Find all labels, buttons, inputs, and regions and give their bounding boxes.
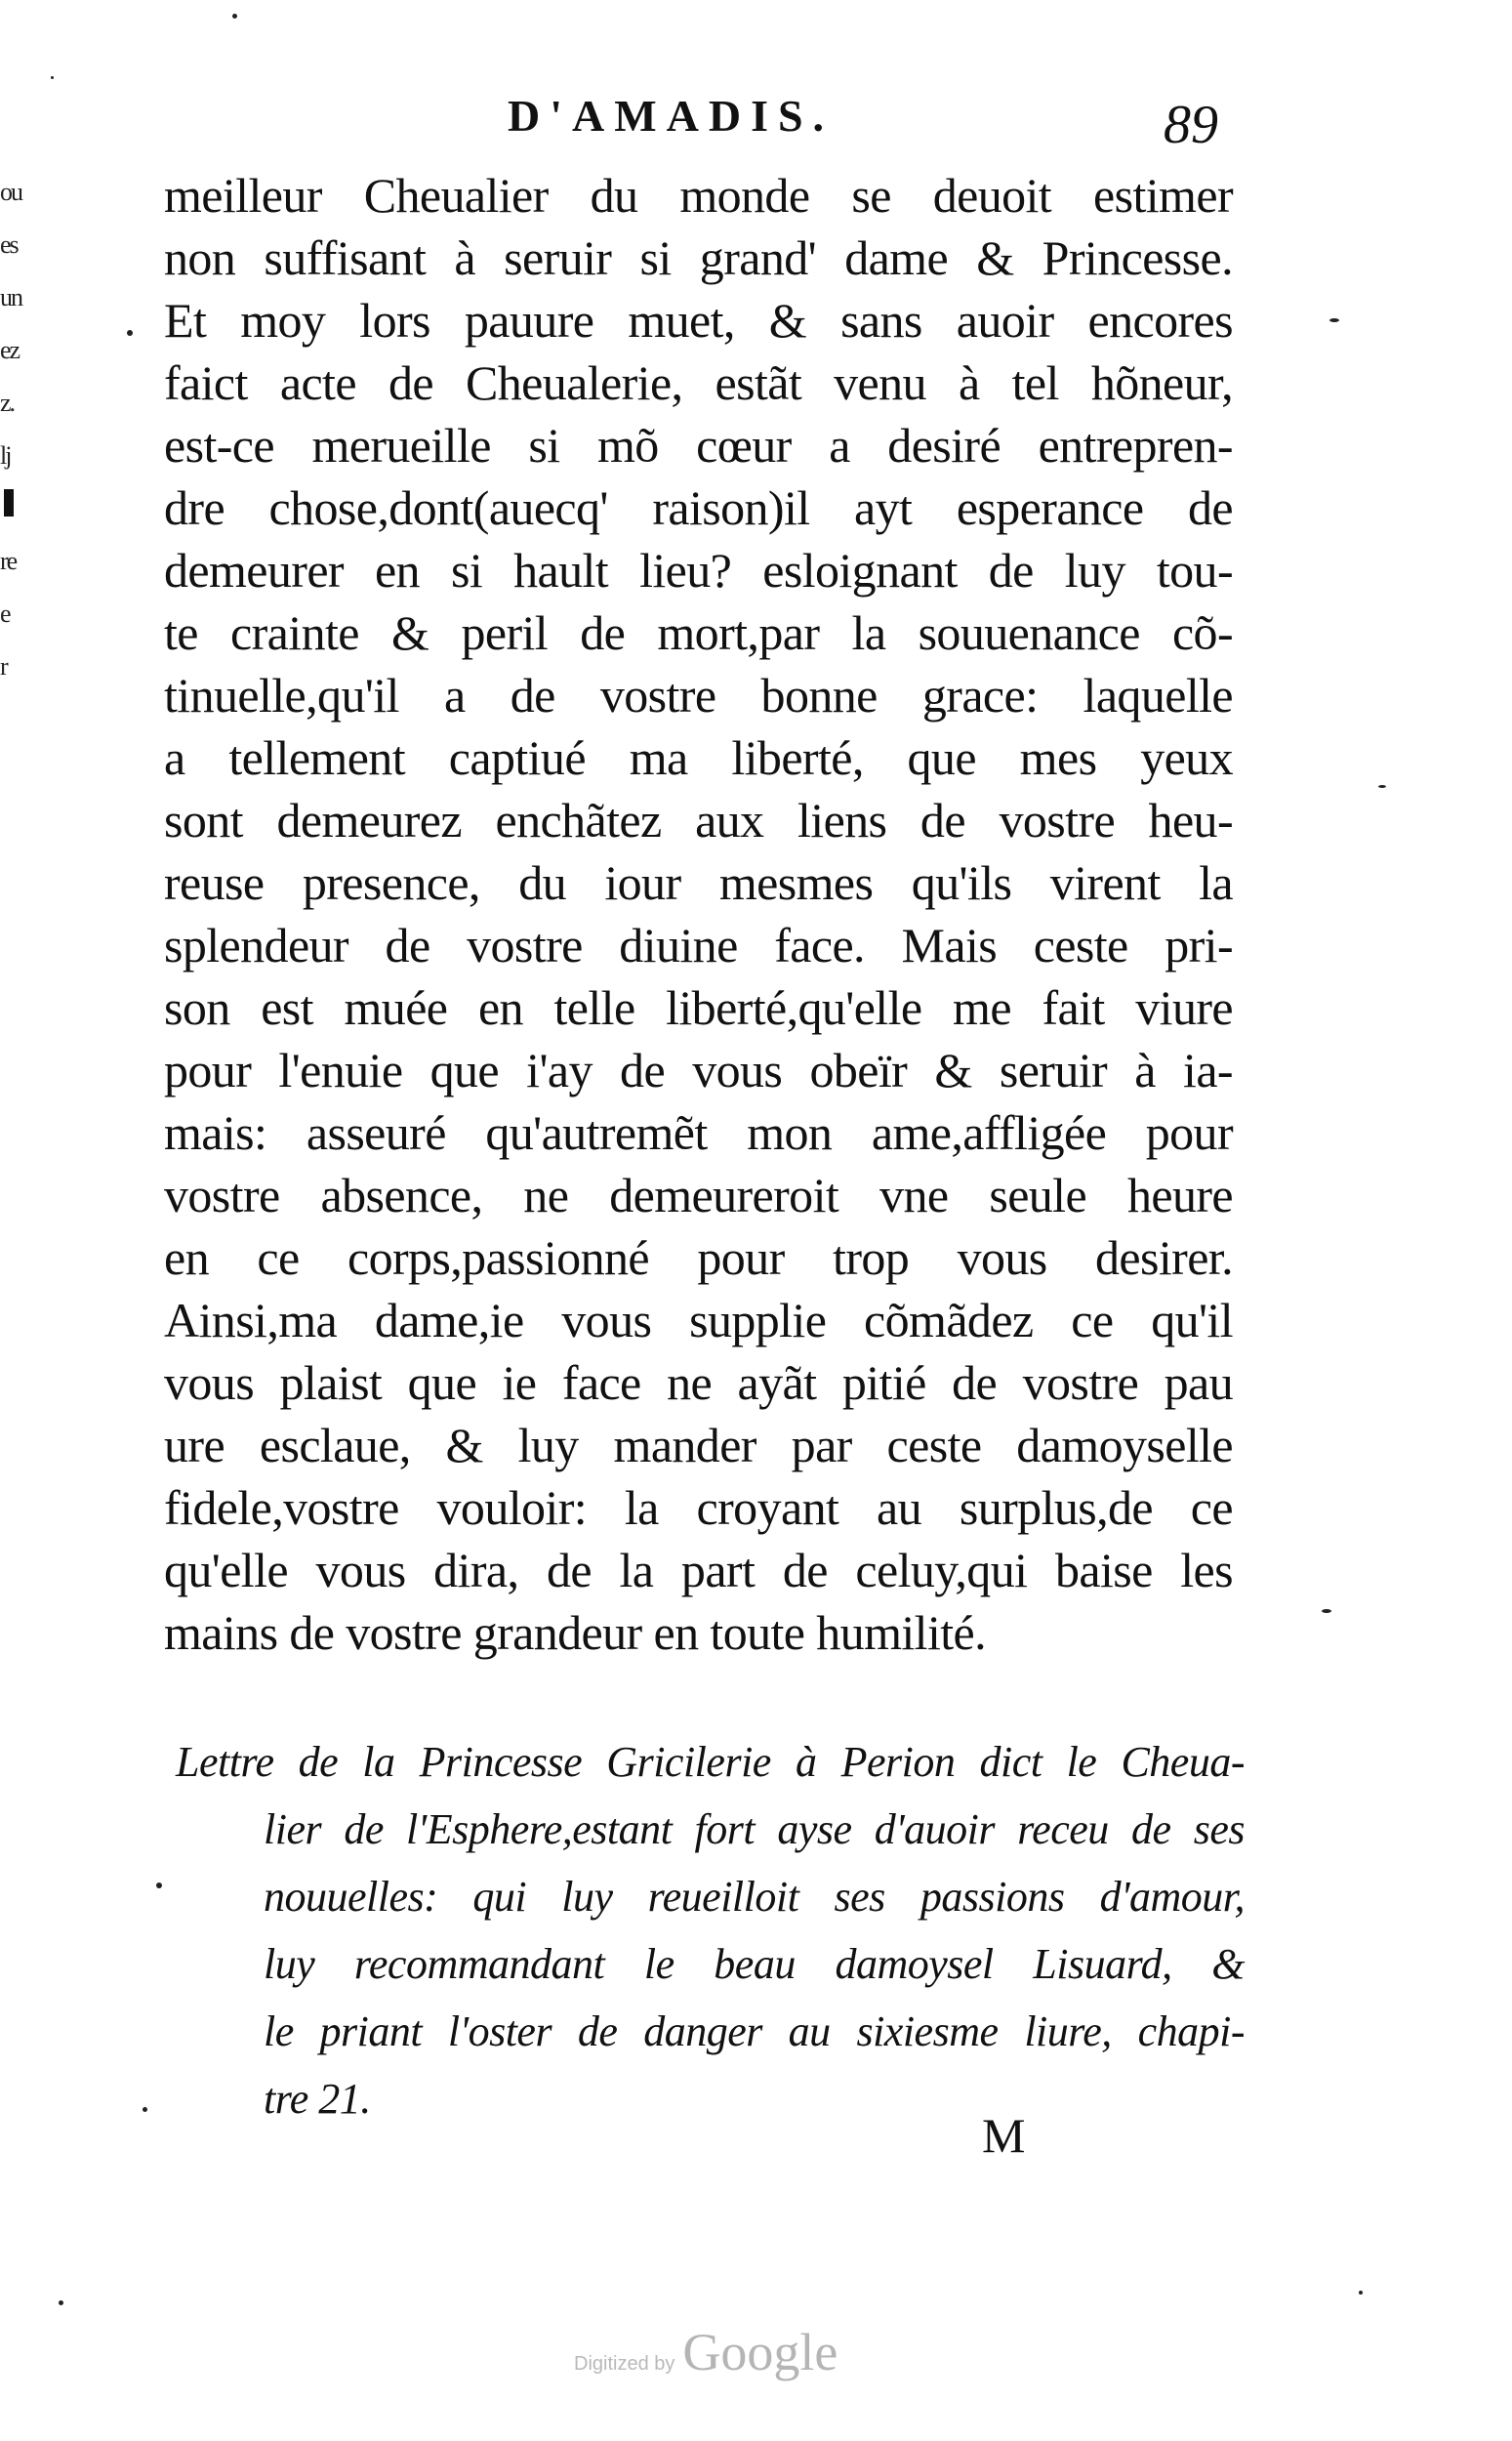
body-line: Ainsi,ma dame,ie vous supplie cõmãdez ce qu'il <box>164 1293 1233 1347</box>
body-line: splendeur de vostre diuine face. Mais ceste pri- <box>164 918 1233 972</box>
scan-speck <box>51 76 54 79</box>
body-text <box>164 164 1233 1664</box>
scan-speck <box>1378 785 1386 788</box>
body-line: qu'elle vous dira, de la part de celuy,qui baise les <box>164 1543 1233 1597</box>
heading-line: le priant l'oster de danger au sixiesme liure, chapi- <box>264 2007 1245 2055</box>
body-line: vous plaist que ie face ne ayãt pitié de vostre pau <box>164 1355 1233 1410</box>
letter-heading <box>176 1728 1245 2132</box>
body-line: est-ce merueille si mõ cœur a desiré entrepren- <box>164 418 1233 473</box>
body-line: tinuelle,qu'il a de vostre bonne grace: laquelle <box>164 668 1233 723</box>
body-line: mais: asseuré qu'autremẽt mon ame,affligée pour <box>164 1105 1233 1160</box>
body-line: reuse presence, du iour mesmes qu'ils virent la <box>164 855 1233 910</box>
running-head: D'AMADIS. <box>508 91 835 141</box>
signature-mark: M <box>982 2108 1026 2163</box>
gutter-fragment: e <box>0 600 10 628</box>
gutter-fragment: ez <box>0 336 20 364</box>
body-line: meilleur Cheualier du monde se deuoit estimer <box>164 168 1233 223</box>
body-line: son est muée en telle liberté,qu'elle me fait viure <box>164 980 1233 1035</box>
gutter-fragment: r <box>0 652 7 681</box>
body-line: Et moy lors pauure muet, & sans auoir encores <box>164 293 1233 348</box>
scan-speck <box>1329 318 1339 322</box>
body-line: demeurer en si hault lieu? esloignant de luy tou- <box>164 543 1233 598</box>
heading-line: luy recommandant le beau damoysel Lisuard, & <box>264 1940 1245 1988</box>
scan-speck <box>127 330 133 336</box>
body-line: fidele,vostre vouloir: la croyant au surplus,de ce <box>164 1480 1233 1535</box>
body-line: ure esclaue, & luy mander par ceste damoyselle <box>164 1418 1233 1472</box>
body-line: faict acte de Cheualerie, estãt venu à tel hõneur, <box>164 355 1233 410</box>
heading-line: nouuelles: qui luy reueilloit ses passions d'amour, <box>264 1873 1245 1921</box>
gutter-ink-block <box>0 482 23 535</box>
scan-speck <box>59 2300 63 2305</box>
scan-speck <box>1322 1609 1331 1613</box>
gutter-fragment: un <box>0 283 21 311</box>
google-logo: Google <box>682 2323 838 2381</box>
scan-speck <box>232 14 237 19</box>
gutter-fragment: re <box>0 547 17 575</box>
body-line: mains de vostre grandeur en toute humilité. <box>164 1605 987 1660</box>
scan-speck <box>1359 2291 1363 2295</box>
heading-line: lier de l'Esphere,estant fort ayse d'auoir receu de ses <box>264 1805 1245 1853</box>
gutter-fragment: z. <box>0 389 15 417</box>
page-number: 89 <box>1164 95 1218 155</box>
gutter-fragment: es <box>0 230 18 259</box>
scan-speck <box>156 1882 162 1888</box>
body-line: a tellement captiué ma liberté, que mes yeux <box>164 730 1233 785</box>
body-line: vostre absence, ne demeureroit vne seule heure <box>164 1168 1233 1222</box>
gutter-fragment: ou <box>0 178 21 206</box>
body-line: non suffisant à seruir si grand' dame & Princesse. <box>164 230 1233 285</box>
heading-line: Lettre de la Princesse Gricilerie à Perion dict le Cheua- <box>176 1738 1245 1786</box>
digitized-label: Digitized by <box>574 2353 675 2375</box>
heading-line: tre 21. <box>264 2075 371 2123</box>
scan-speck <box>143 2107 147 2112</box>
body-line: dre chose,dont(auecq' raison)il ayt esperance de <box>164 480 1233 535</box>
digitized-watermark <box>574 2322 838 2382</box>
facing-page-gutter <box>0 166 23 693</box>
body-line: pour l'enuie que i'ay de vous obeïr & seruir à ia- <box>164 1043 1233 1097</box>
body-line: sont demeurez enchãtez aux liens de vostre heu- <box>164 793 1233 848</box>
body-line: en ce corps,passionné pour trop vous desirer. <box>164 1230 1233 1285</box>
gutter-fragment: lj <box>0 441 11 470</box>
body-line: te crainte & peril de mort,par la souuenance cõ- <box>164 605 1233 660</box>
